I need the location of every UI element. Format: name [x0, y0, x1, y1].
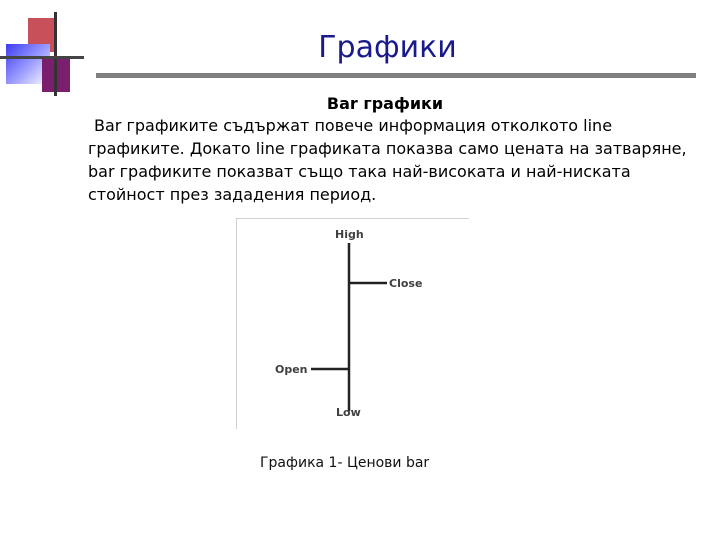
title-rule — [96, 73, 696, 78]
body-paragraph: Bar графиките съдържат повече информация отколкото line графиките. Докато line графиката показва само цената на затваряне, bar графиките показват също така най-високата и най-ниската стойност през зададения период. — [88, 116, 687, 204]
slide-subtitle: Bar графики — [326, 94, 444, 113]
close-label: Close — [389, 277, 423, 290]
figure-caption: Графика 1- Ценови bar — [260, 455, 430, 471]
low-label: Low — [336, 406, 361, 419]
price-bar-figure — [236, 218, 469, 429]
price-bar-diagram — [237, 219, 469, 429]
open-label: Open — [275, 363, 308, 376]
slide-title: Графики — [318, 30, 457, 65]
high-label: High — [335, 228, 364, 241]
